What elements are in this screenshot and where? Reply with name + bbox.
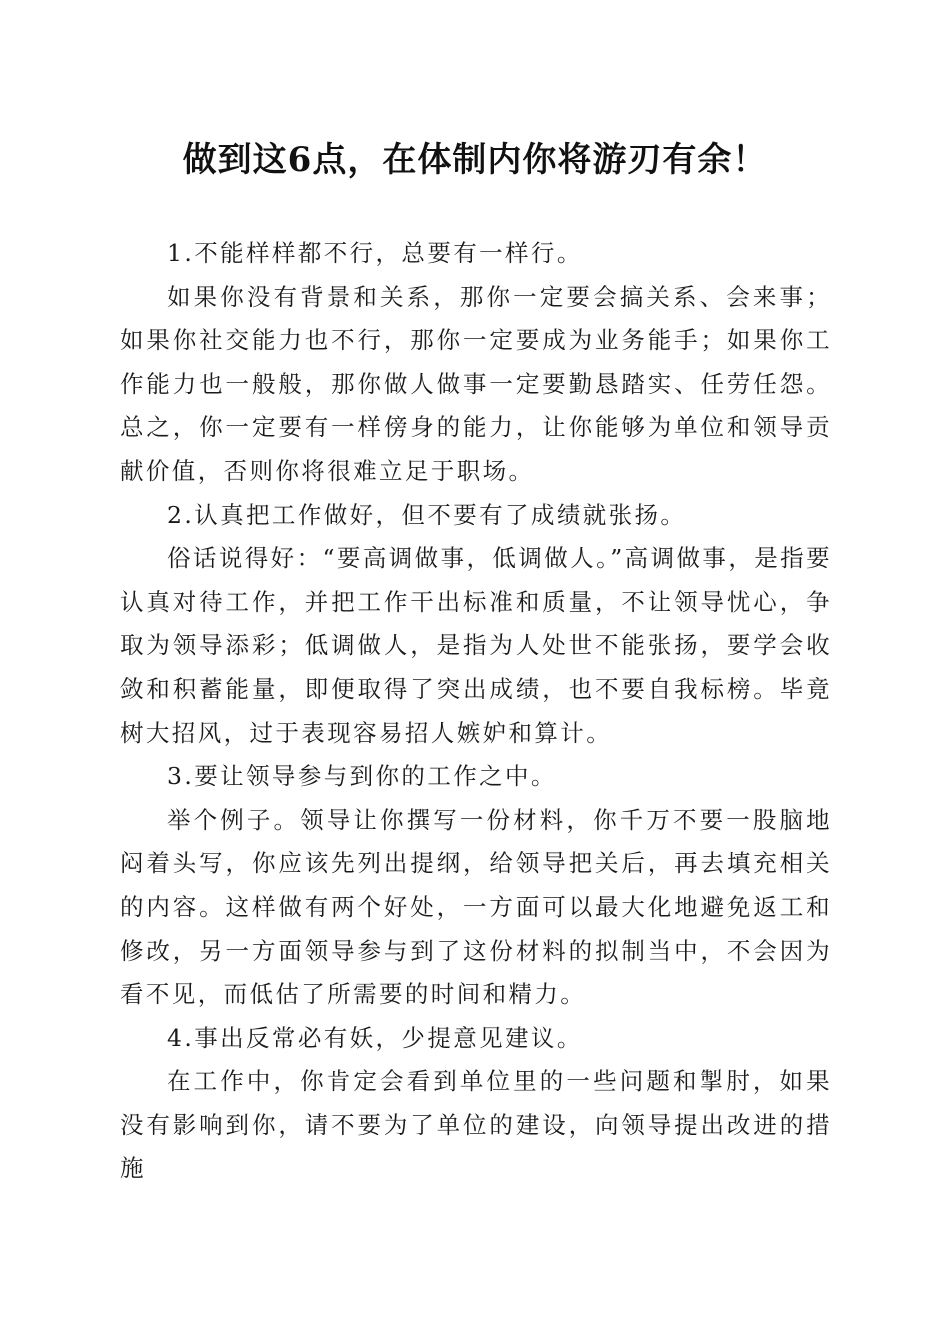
- section-heading-3: 3.要让领导参与到你的工作之中。: [167, 762, 557, 791]
- section-heading-2: 2.认真把工作做好，但不要有了成绩就张扬。: [167, 500, 687, 529]
- paragraph-4: 在工作中，你肯定会看到单位里的一些问题和掣肘，如果没有影响到你，请不要为了单位的建设，向领导提出改进的措施: [120, 1067, 832, 1183]
- paragraph-2: 俗话说得好：“要高调做事，低调做人。”高调做事，是指要认真对待工作，并把工作干出标准和质量，不让领导忧心，争取为领导添彩；低调做人，是指为人处世不能张扬，要学会收敛和积蓄能量，即便取得了突出成绩，也不要自我标榜。毕竟树大招风，过于表现容易招人嫉妒和算计。: [120, 544, 832, 747]
- section-heading-4: 4.事出反常必有妖，少提意见建议。: [167, 1023, 583, 1052]
- paragraph-3: 举个例子。领导让你撰写一份材料，你千万不要一股脑地闷着头写，你应该先列出提纲，给领导把关后，再去填充相关的内容。这样做有两个好处，一方面可以最大化地避免返工和修改，另一方面领导参与到了这份材料的拟制当中，不会因为看不见，而低估了所需要的时间和精力。: [120, 805, 832, 1009]
- document-body: [120, 232, 832, 1191]
- section-heading-1: 1.不能样样都不行，总要有一样行。: [167, 239, 583, 267]
- document-title: 做到这6点，在体制内你将游刃有余！: [182, 140, 768, 180]
- paragraph-1: 如果你没有背景和关系，那你一定要会搞关系、会来事；如果你社交能力也不行，那你一定要成为业务能手；如果你工作能力也一般般，那你做人做事一定要勤恳踏实、任劳任怨。总之，你一定要有一样傍身的能力，让你能够为单位和领导贡献价值，否则你将很难立足于职场。: [120, 282, 832, 485]
